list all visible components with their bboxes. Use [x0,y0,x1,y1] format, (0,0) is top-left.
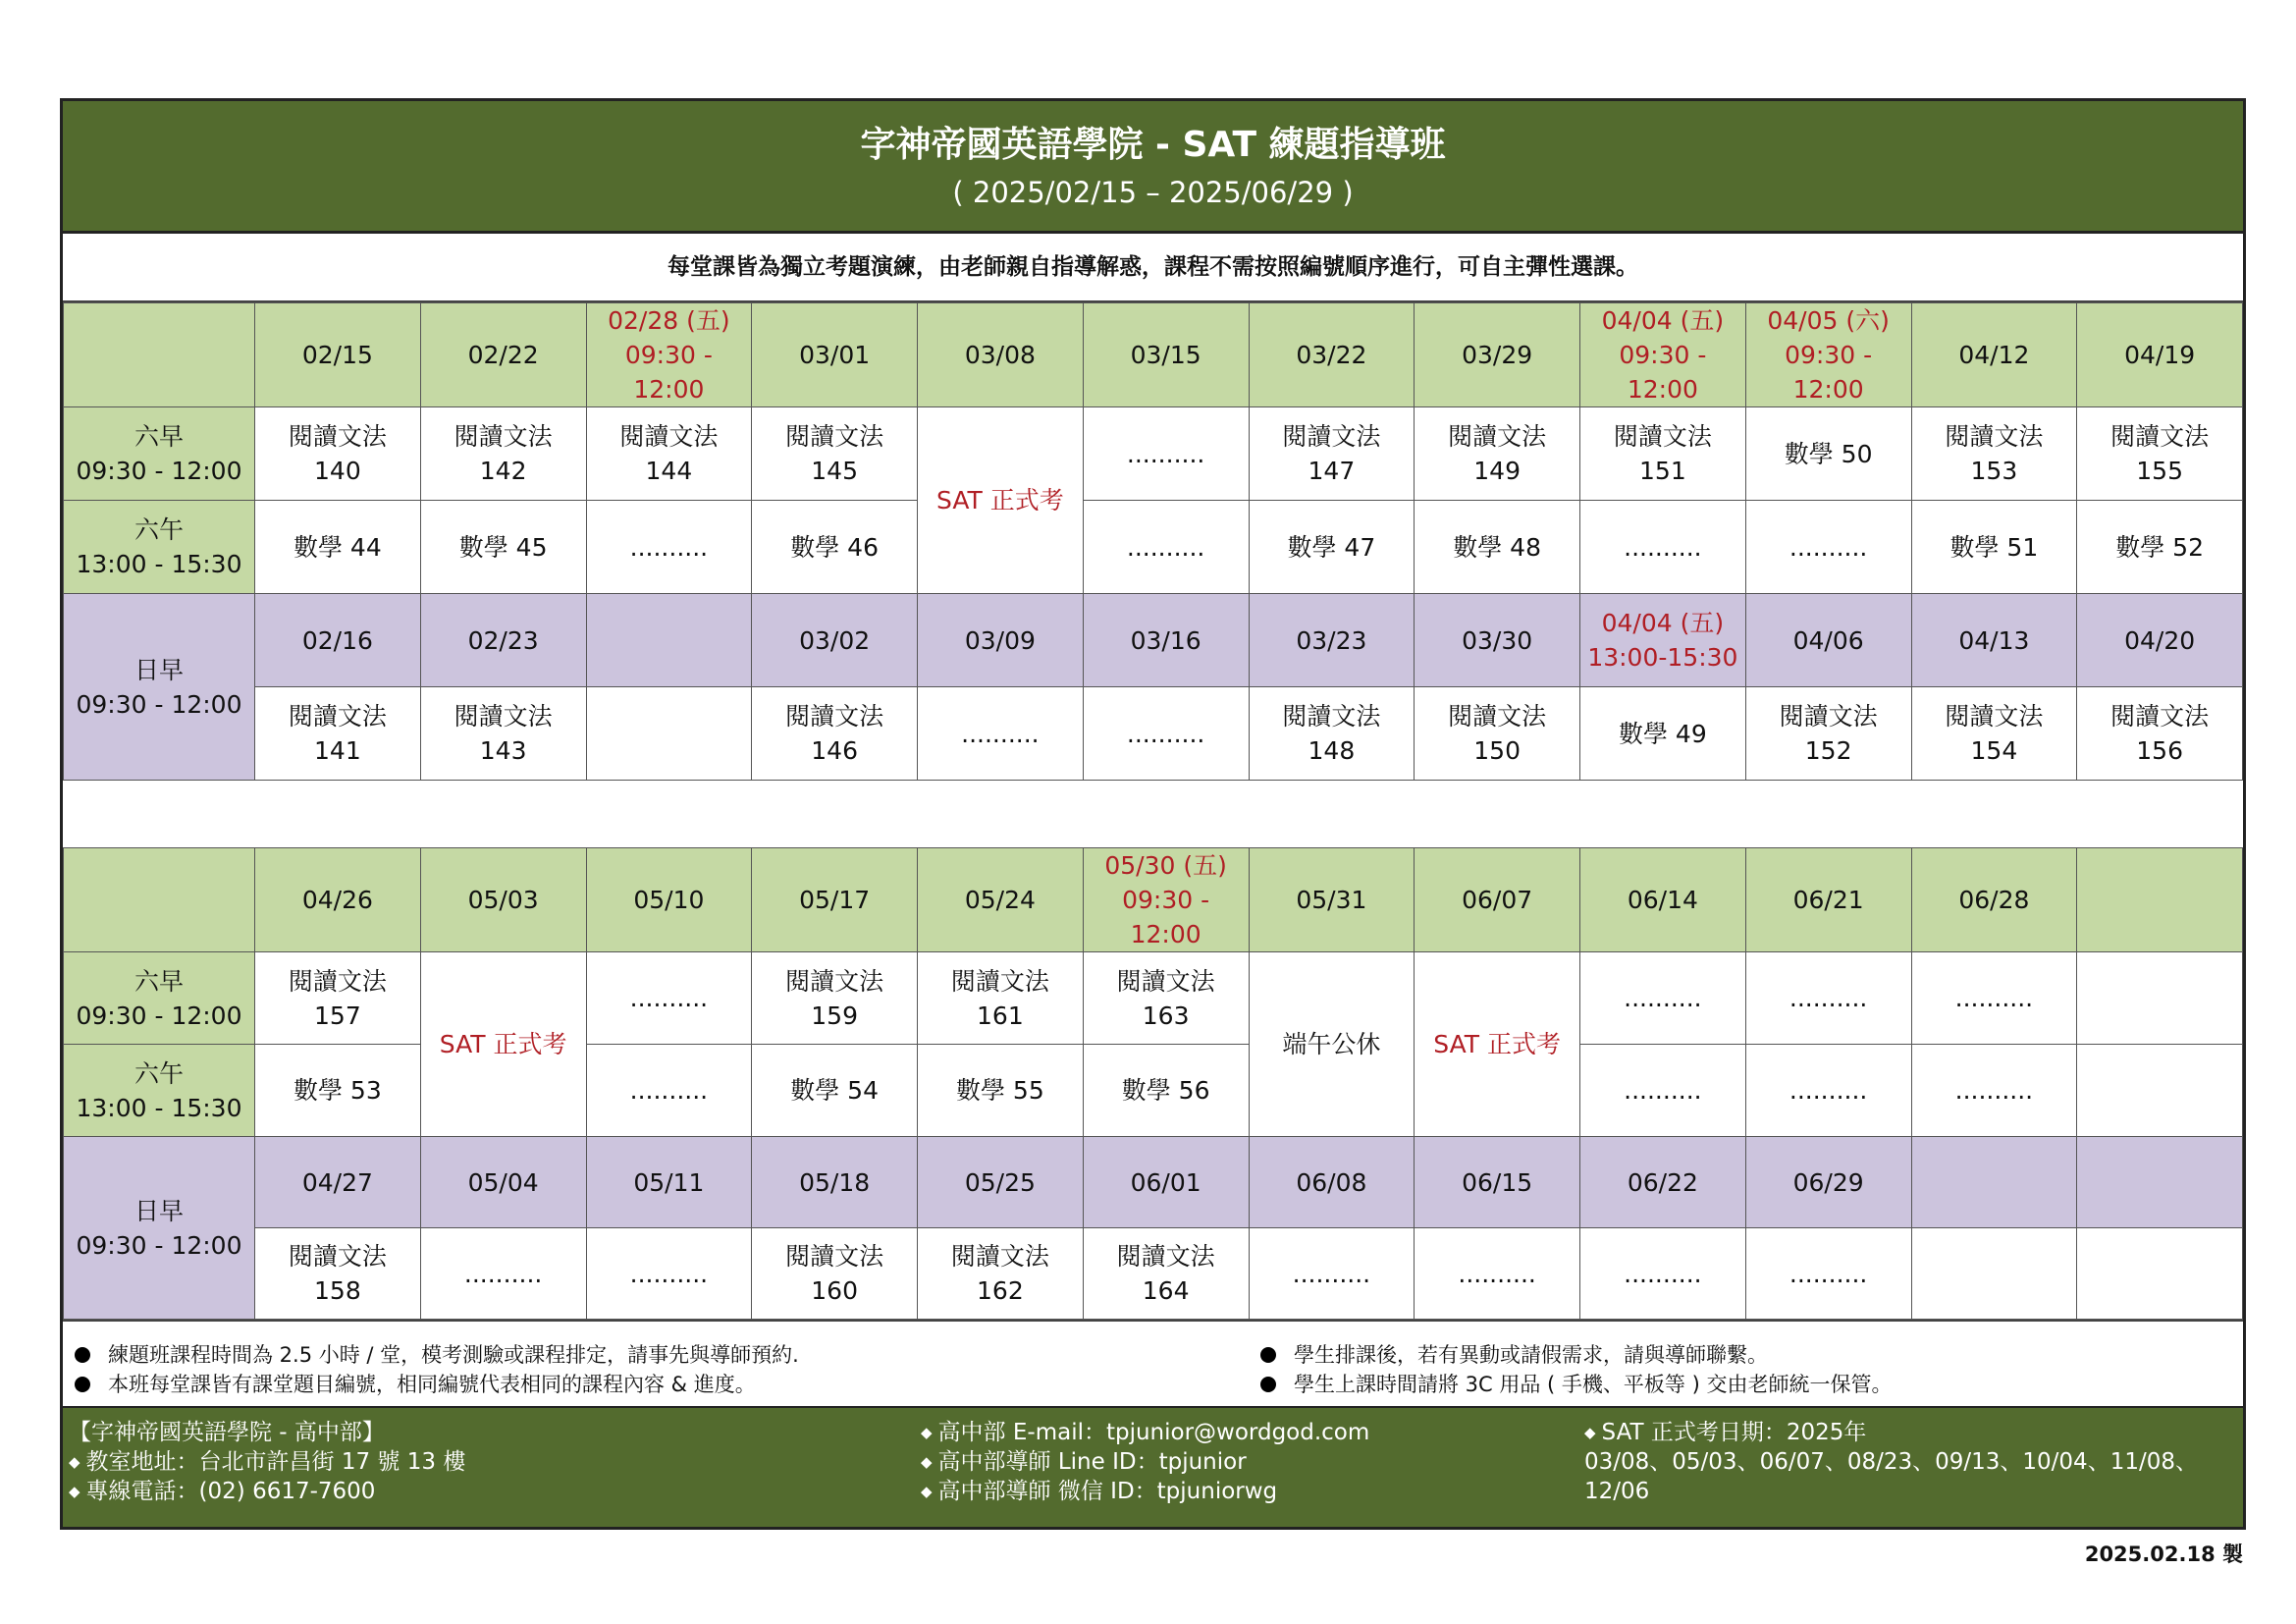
date-cell: 04/12 [1911,303,2077,407]
session-cell [1083,1228,1249,1320]
session-number: 147 [1308,457,1356,485]
date-cell-special [586,303,752,407]
session-type: 閱讀文法 [1945,422,2044,451]
note-text: 學生排課後，若有異動或請假需求，請與導師聯繫。 [1294,1343,1768,1367]
date-label: 04/05 (六) [1767,306,1890,335]
session-cell: 數學 49 [1580,687,1746,781]
note-item [75,1369,756,1398]
session-type: 閱讀文法 [1945,702,2044,731]
block1-saturday-afternoon-row [64,501,2243,594]
footer-exam-dates [1584,1418,2198,1506]
schedule-table [63,302,2243,1320]
date-cell: 03/15 [1083,303,1249,407]
phone-line [69,1477,465,1506]
corner-cell [64,303,255,407]
footer-contact [69,1418,465,1506]
session-type: 閱讀文法 [288,1242,387,1271]
session-type: 閱讀文法 [1448,702,1547,731]
session-type: 閱讀文法 [619,422,719,451]
session-cell [586,407,752,501]
session-cell: 數學 51 [1911,501,2077,594]
empty-session-cell: .......... [1580,1045,1746,1137]
wechat-line [921,1477,1369,1506]
empty-session-cell: .......... [1415,1228,1580,1320]
row-label-saturday-morning [64,407,255,501]
session-number: 161 [977,1001,1024,1030]
session-number: 151 [1639,457,1686,485]
session-number: 142 [479,457,527,485]
empty-session-cell: .......... [1745,1228,1911,1320]
date-cell: 06/22 [1580,1137,1746,1228]
session-cell [752,687,918,781]
date-cell: 05/25 [918,1137,1084,1228]
header-banner [63,101,2243,234]
date-cell-blank [1911,1137,2077,1228]
empty-session-cell: .......... [1083,407,1249,501]
session-cell [2077,407,2243,501]
corner-cell [64,848,255,952]
empty-session-cell: .......... [1083,501,1249,594]
date-label: 02/28 (五) [608,306,730,335]
block-separator [64,781,2243,848]
bullet-icon [1260,1347,1276,1363]
school-name: 【字神帝國英語學院 - 高中部】 [69,1420,385,1445]
session-cell [255,1228,421,1320]
session-type: 閱讀文法 [1779,702,1878,731]
session-cell [752,407,918,501]
bullet-icon [75,1347,90,1363]
block2-saturday-morning-row [64,952,2243,1045]
wechat-text: 高中部導師 微信 ID：tpjuniorwg [937,1479,1278,1504]
session-number: 153 [1970,457,2018,485]
session-cell [1911,687,2077,781]
address-text: 教室地址：台北市許昌街 17 號 13 樓 [85,1449,466,1475]
blank-session-cell [2077,952,2243,1045]
date-label: 05/30 (五) [1104,851,1227,880]
session-cell [420,687,586,781]
exam-dates-list: 03/08、05/03、06/07、08/23、09/13、10/04、11/08、 [1584,1449,2198,1475]
date-cell: 04/06 [1745,594,1911,687]
block1-sunday-morning-row [64,687,2243,781]
date-cell-special [1745,303,1911,407]
time-label: 09:30 - 12:00 [1785,341,1873,404]
label-day: 日早 [133,1196,184,1225]
date-cell: 05/11 [586,1137,752,1228]
date-cell: 04/27 [255,1137,421,1228]
block2-sunday-morning-row [64,1228,2243,1320]
date-cell: 03/30 [1415,594,1580,687]
date-cell: 02/15 [255,303,421,407]
label-day: 六午 [133,1058,184,1088]
session-number: 149 [1473,457,1521,485]
date-cell: 03/16 [1083,594,1249,687]
session-number: 145 [811,457,858,485]
blank-session-cell [2077,1228,2243,1320]
session-type: 閱讀文法 [785,966,884,996]
label-time: 09:30 - 12:00 [76,689,242,719]
session-cell [420,407,586,501]
row-label-saturday-afternoon [64,501,255,594]
session-number: 146 [811,736,858,765]
session-cell: 數學 54 [752,1045,918,1137]
empty-session-cell: .......... [586,1045,752,1137]
label-time: 09:30 - 12:00 [76,457,242,485]
session-type: 閱讀文法 [1282,702,1381,731]
session-cell: 數學 46 [752,501,918,594]
date-cell: 04/20 [2077,594,2243,687]
empty-session-cell: .......... [1083,687,1249,781]
date-cell: 06/21 [1745,848,1911,952]
session-number: 148 [1308,736,1356,765]
session-number: 158 [314,1276,361,1305]
session-number: 140 [314,457,361,485]
note-text: 練題班課程時間為 2.5 小時 / 堂，模考測驗或課程排定，請事先與導師預約. [108,1343,799,1367]
email-line [921,1418,1369,1447]
block2-saturday-afternoon-row [64,1045,2243,1137]
intro-text: 每堂課皆為獨立考題演練，由老師親自指導解惑，課程不需按照編號順序進行，可自主彈性選課。 [63,234,2243,302]
footer-online [921,1418,1369,1506]
session-cell: 數學 56 [1083,1045,1249,1137]
session-cell: 數學 52 [2077,501,2243,594]
empty-session-cell: .......... [1249,1228,1415,1320]
session-type: 閱讀文法 [1282,422,1381,451]
made-date: 2025.02.18 製 [2084,1543,2243,1566]
session-number: 143 [479,736,527,765]
empty-session-cell: .......... [1911,952,2077,1045]
session-cell [918,1228,1084,1320]
date-cell: 03/02 [752,594,918,687]
session-type: 閱讀文法 [288,966,387,996]
date-cell: 06/08 [1249,1137,1415,1228]
session-type: 閱讀文法 [1448,422,1547,451]
empty-session-cell: .......... [1580,501,1746,594]
empty-session-cell: .......... [1745,1045,1911,1137]
session-number: 157 [314,1001,361,1030]
label-time: 09:30 - 12:00 [76,1230,242,1260]
session-type: 閱讀文法 [785,702,884,731]
date-cell: 03/08 [918,303,1084,407]
session-type: 閱讀文法 [785,1242,884,1271]
session-number: 156 [2136,736,2183,765]
date-cell-special [1580,594,1746,687]
session-cell [1415,687,1580,781]
session-number: 159 [811,1001,858,1030]
session-cell [1249,687,1415,781]
date-cell-special [1083,848,1249,952]
session-cell [1415,407,1580,501]
time-label: 13:00-15:30 [1587,643,1738,672]
session-cell [918,952,1084,1045]
date-cell: 05/03 [420,848,586,952]
blank-session-cell [586,687,752,781]
date-cell: 05/18 [752,1137,918,1228]
session-number: 150 [1473,736,1521,765]
date-cell: 05/31 [1249,848,1415,952]
session-cell: 數學 55 [918,1045,1084,1137]
empty-session-cell: .......... [1745,952,1911,1045]
diamond-icon: ◆ [921,1483,933,1500]
date-cell: 02/23 [420,594,586,687]
session-cell [2077,687,2243,781]
date-cell: 04/26 [255,848,421,952]
empty-session-cell: .......... [586,1228,752,1320]
session-type: 閱讀文法 [950,966,1049,996]
empty-session-cell: .......... [1580,1228,1746,1320]
session-cell [1580,407,1746,501]
date-cell: 03/01 [752,303,918,407]
session-cell [1745,687,1911,781]
date-cell: 06/28 [1911,848,2077,952]
date-cell-special [1580,303,1746,407]
line-id-line [921,1447,1369,1477]
session-type: 閱讀文法 [288,702,387,731]
exam-dates-heading [1584,1418,2198,1447]
session-number: 164 [1142,1276,1190,1305]
date-cell: 02/22 [420,303,586,407]
block1-saturday-morning-row [64,407,2243,501]
date-cell: 05/24 [918,848,1084,952]
session-number: 155 [2136,457,2183,485]
session-type: 閱讀文法 [950,1242,1049,1271]
session-type: 閱讀文法 [785,422,884,451]
line-id-text: 高中部導師 Line ID：tpjunior [937,1449,1247,1475]
session-cell [255,407,421,501]
date-range: ( 2025/02/15 – 2025/06/29 ) [952,176,1354,209]
label-day: 六早 [133,966,184,996]
label-day: 六午 [133,515,184,544]
date-cell: 06/29 [1745,1137,1911,1228]
label-day: 日早 [133,655,184,684]
session-type: 閱讀文法 [288,422,387,451]
holiday-cell: 端午公休 [1249,952,1415,1137]
session-type: 閱讀文法 [2110,422,2210,451]
note-text: 本班每堂課皆有課堂題目編號，相同編號代表相同的課程內容 & 進度。 [108,1373,756,1396]
date-cell: 05/10 [586,848,752,952]
session-type: 閱讀文法 [1116,966,1215,996]
schedule-frame [60,98,2246,1530]
date-cell: 05/04 [420,1137,586,1228]
block2-sunday-date-row [64,1137,2243,1228]
label-day: 六早 [133,422,184,451]
note-text: 學生上課時間請將 3C 用品 ( 手機、平板等 ) 交由老師統一保管。 [1294,1373,1893,1396]
date-cell: 06/07 [1415,848,1580,952]
time-label: 09:30 - 12:00 [1122,886,1210,948]
label-time: 09:30 - 12:00 [76,1001,242,1030]
sat-exam-cell: SAT 正式考 [420,952,586,1137]
time-label: 09:30 - 12:00 [1619,341,1707,404]
session-cell: 數學 50 [1745,407,1911,501]
note-item [1260,1369,1892,1398]
session-cell [255,952,421,1045]
session-number: 163 [1142,1001,1190,1030]
session-cell [1911,407,2077,501]
date-cell: 03/29 [1415,303,1580,407]
block1-saturday-date-row [64,303,2243,407]
diamond-icon: ◆ [1584,1424,1596,1441]
sat-exam-cell: SAT 正式考 [918,407,1084,594]
bullet-icon [1260,1377,1276,1392]
date-cell-blank [2077,1137,2243,1228]
session-cell [255,687,421,781]
session-cell [752,952,918,1045]
block2-saturday-date-row [64,848,2243,952]
empty-session-cell: .......... [586,501,752,594]
empty-session-cell: .......... [1580,952,1746,1045]
session-type: 閱讀文法 [454,422,553,451]
blank-session-cell [1911,1228,2077,1320]
date-cell: 02/16 [255,594,421,687]
date-label: 04/04 (五) [1601,306,1725,335]
session-cell: 數學 44 [255,501,421,594]
exam-dates-list-cont: 12/06 [1584,1479,1650,1504]
block1-sunday-date-row [64,594,2243,687]
date-cell: 06/14 [1580,848,1746,952]
session-cell [752,1228,918,1320]
row-label-saturday-morning [64,952,255,1045]
session-number: 144 [645,457,693,485]
session-cell: 數學 45 [420,501,586,594]
date-cell: 04/13 [1911,594,2077,687]
row-label-saturday-afternoon [64,1045,255,1137]
row-label-sunday-morning [64,1137,255,1320]
session-number: 152 [1804,736,1852,765]
note-item [75,1339,799,1369]
empty-session-cell: .......... [1745,501,1911,594]
row-label-sunday-morning [64,594,255,781]
session-cell: 數學 53 [255,1045,421,1137]
note-item [1260,1339,1768,1369]
date-cell: 04/19 [2077,303,2243,407]
phone-text: 專線電話：(02) 6617-7600 [85,1479,376,1504]
email-text: 高中部 E-mail：tpjunior@wordgod.com [937,1420,1370,1445]
empty-session-cell: .......... [586,952,752,1045]
separator-cell [64,781,2243,848]
footer-banner [63,1406,2243,1527]
sat-exam-cell: SAT 正式考 [1415,952,1580,1137]
bullet-icon [75,1377,90,1392]
diamond-icon: ◆ [69,1483,80,1500]
session-cell [1249,407,1415,501]
session-number: 154 [1970,736,2018,765]
blank-session-cell [2077,1045,2243,1137]
date-cell: 03/23 [1249,594,1415,687]
date-label: 04/04 (五) [1601,609,1725,637]
label-time: 13:00 - 15:30 [76,1093,242,1122]
date-cell-blank [586,594,752,687]
session-number: 160 [811,1276,858,1305]
session-type: 閱讀文法 [1116,1242,1215,1271]
diamond-icon: ◆ [921,1424,933,1441]
label-time: 13:00 - 15:30 [76,550,242,578]
session-cell: 數學 48 [1415,501,1580,594]
session-type: 閱讀文法 [454,702,553,731]
session-type: 閱讀文法 [1613,422,1712,451]
page-title: 字神帝國英語學院 - SAT 練題指導班 [860,125,1446,165]
diamond-icon: ◆ [921,1453,933,1471]
session-type: 閱讀文法 [2110,702,2210,731]
empty-session-cell: .......... [420,1228,586,1320]
date-cell-blank [2077,848,2243,952]
time-label: 09:30 - 12:00 [624,341,713,404]
date-cell: 05/17 [752,848,918,952]
session-cell [1083,952,1249,1045]
session-number: 141 [314,736,361,765]
date-cell: 06/01 [1083,1137,1249,1228]
date-cell: 06/15 [1415,1137,1580,1228]
exam-dates-title: SAT 正式考日期：2025年 [1601,1420,1867,1445]
empty-session-cell: .......... [1911,1045,2077,1137]
diamond-icon: ◆ [69,1453,80,1471]
session-cell: 數學 47 [1249,501,1415,594]
date-cell: 03/09 [918,594,1084,687]
date-cell: 03/22 [1249,303,1415,407]
empty-session-cell: .......... [918,687,1084,781]
session-number: 162 [977,1276,1024,1305]
address-line [69,1447,465,1477]
